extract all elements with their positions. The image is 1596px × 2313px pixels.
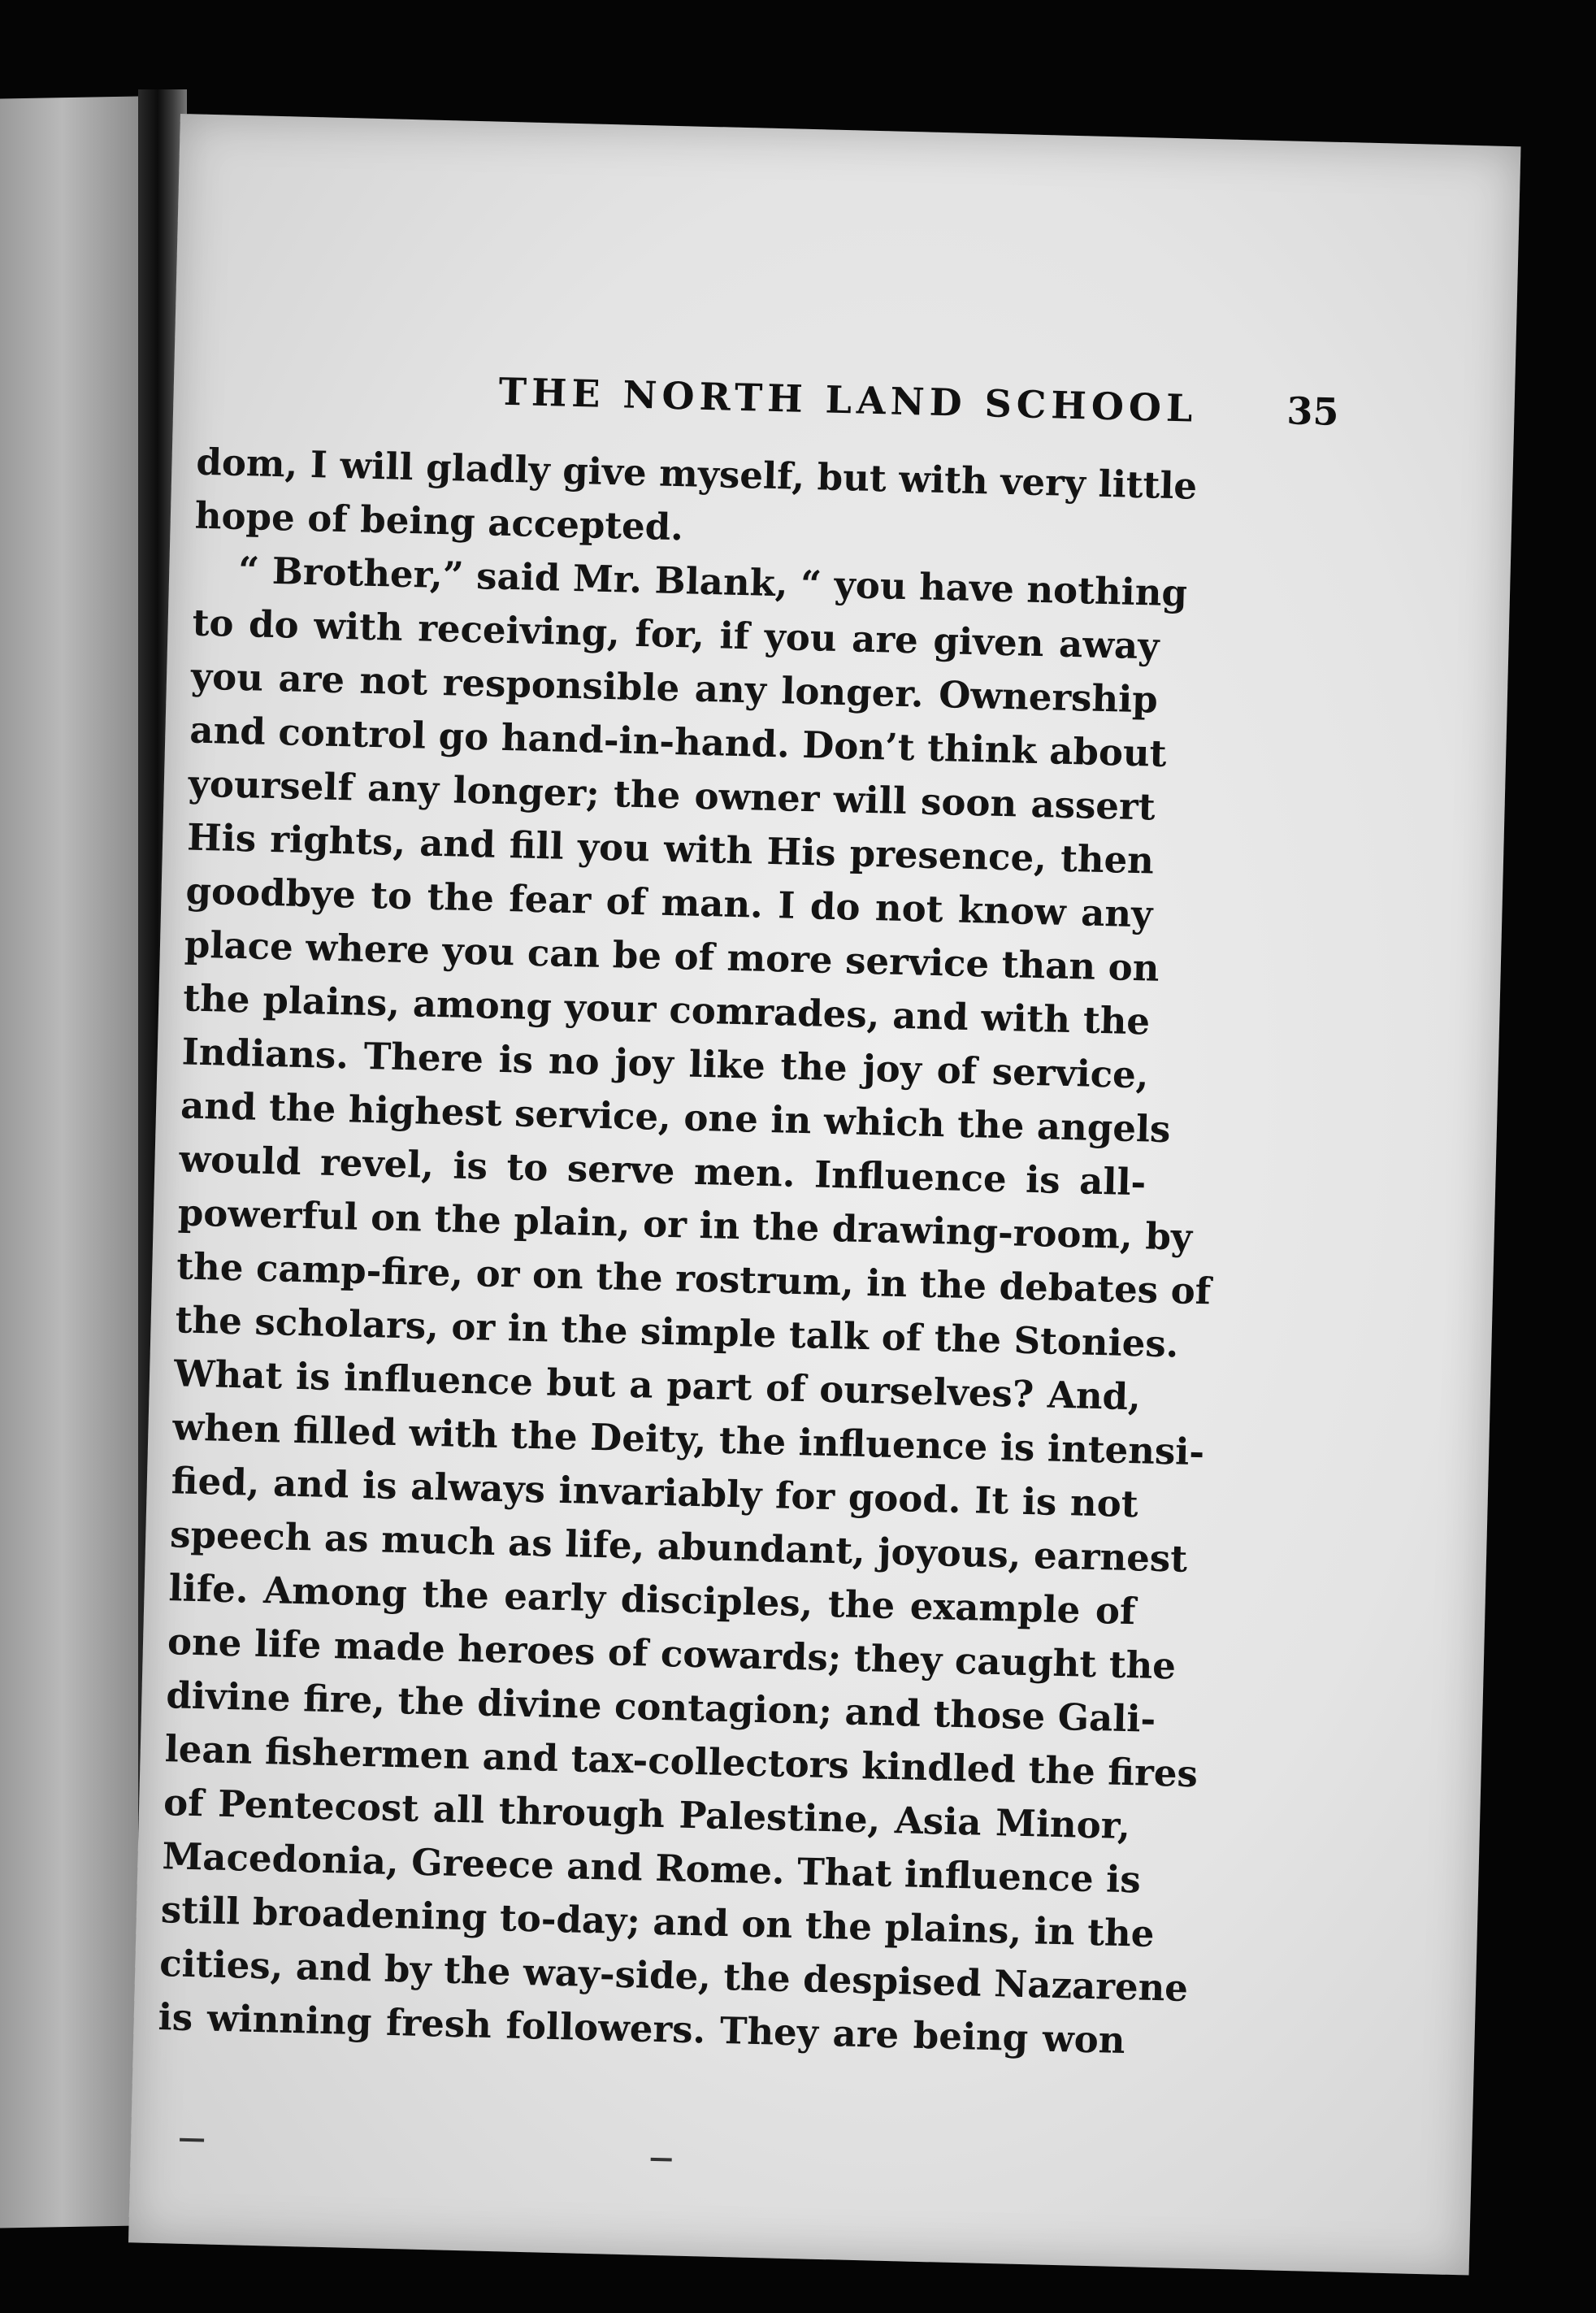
- facing-page-edge: [0, 97, 138, 2228]
- body-text: [158, 436, 1212, 2068]
- text-line: you are not responsible any longer. Ownership: [190, 654, 1159, 722]
- text-line: and control go hand-in-hand. Don’t think about: [189, 708, 1168, 775]
- text-line: cities, and by the way-side, the despised Nazarene: [158, 1942, 1189, 2010]
- text-line: the scholars, or in the simple talk of the Stonies.: [175, 1298, 1179, 1366]
- text-line: and the highest service, one in which the angels: [180, 1083, 1172, 1152]
- text-line: Macedonia, Greece and Rome. That influence is: [161, 1834, 1142, 1902]
- text-line: “ Brother,” said Mr. Blank, “ you have nothing: [237, 548, 1188, 615]
- text-line: His rights, and fill you with His presence, then: [186, 815, 1155, 883]
- text-line: goodbye to the fear of man. I do not know any: [184, 869, 1153, 936]
- text-line: yourself any longer; the owner will soon assert: [188, 762, 1156, 829]
- text-line: still broadening to-day; and on the plains, in the: [160, 1888, 1156, 1955]
- text-line: when filled with the Deity, the influence is intensi-: [171, 1405, 1205, 1474]
- text-line: place where you can be of more service than on: [184, 922, 1160, 990]
- book-page: [128, 114, 1521, 2276]
- text-line: fied, and is always invariably for good. It is not: [171, 1459, 1139, 1526]
- text-line: of Pentecost all through Palestine, Asia Minor,: [163, 1781, 1131, 1848]
- text-line: Indians. There is no joy like the joy of service,: [181, 1030, 1150, 1097]
- text-line: powerful on the plain, or in the drawing-room, by: [177, 1191, 1193, 1259]
- text-line: the camp-fire, or on the rostrum, in the debates of: [176, 1244, 1212, 1313]
- text-line: lean fishermen and tax-collectors kindled the fires: [164, 1727, 1199, 1796]
- text-line: would revel, is to serve men. Influence is all-: [178, 1137, 1147, 1204]
- text-line: is winning fresh followers. They are being won: [158, 1995, 1126, 2063]
- text-line: dom, I will gladly give myself, but with very little: [195, 440, 1198, 508]
- running-head: THE NORTH LAND SCHOOL: [498, 369, 1198, 431]
- text-line: speech as much as life, abundant, joyous, earnest: [169, 1512, 1188, 1581]
- text-line: hope of being accepted.: [194, 493, 684, 549]
- text-line: life. Among the early disciples, the example of: [168, 1566, 1136, 1634]
- page-number: 35: [1286, 388, 1340, 434]
- text-line: to do with receiving, for, if you are given away: [192, 601, 1160, 668]
- text-line: What is influence but a part of ourselves? And,: [173, 1352, 1142, 1419]
- text-line: the plains, among your comrades, and with the: [182, 976, 1151, 1044]
- scan-speck: [180, 2138, 204, 2142]
- text-line: one life made heroes of cowards; they caught the: [167, 1620, 1177, 1688]
- scan-speck: [651, 2158, 672, 2162]
- text-line: divine fire, the divine contagion; and those Gali-: [165, 1673, 1156, 1741]
